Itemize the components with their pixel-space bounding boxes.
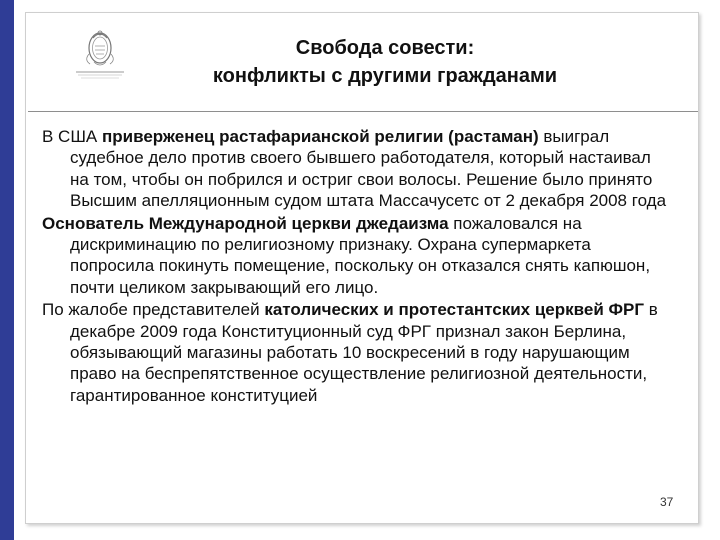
slide-title xyxy=(160,34,610,90)
paragraph-lead: По жалобе представителей xyxy=(42,300,265,320)
left-accent-bar xyxy=(0,0,14,540)
paragraph-rest: пожаловался на дискриминацию по религиозному признаку. Охрана супермаркета попросила покинуть помещение, поскольку он отказался снять капюшон, почти целиком закрывающий его лицо. xyxy=(70,213,651,297)
paragraph-rest: выиграл судебное дело против своего бывшего работодателя, который настаивал на том, чтобы он побрился и остриг свои волосы. Решение было принято Высшим апелляционным судом штата Массачусетс от 2 декабря 2008 года xyxy=(70,127,667,211)
paragraph-rastafarian xyxy=(42,126,667,212)
paragraph-bold: приверженец растафарианской религии (растаман) xyxy=(101,127,539,146)
paragraph-jediism xyxy=(42,213,667,299)
page-number: 37 xyxy=(660,495,674,509)
paragraph-lead: В США xyxy=(42,127,102,146)
paragraph-bold: католических и протестантских церквей ФРГ xyxy=(264,300,644,320)
slide-body xyxy=(42,126,667,406)
title-divider xyxy=(28,111,698,112)
emblem-logo-icon xyxy=(72,24,128,82)
paragraph-rest: в декабре 2009 года Конституционный суд ФРГ признал закон Берлина, обязывающий магазины работать 10 воскресений в году нарушающим право на беспрепятственное осуществление религиозной деятельности, гарантированное конституцией xyxy=(70,300,658,405)
paragraph-churches-frg xyxy=(42,299,667,406)
title-line-2: конфликты с другими гражданами xyxy=(212,65,558,87)
paragraph-bold: Основатель Международной церкви джедаизма xyxy=(42,213,449,233)
title-line-1: Свобода совести: xyxy=(295,37,475,59)
